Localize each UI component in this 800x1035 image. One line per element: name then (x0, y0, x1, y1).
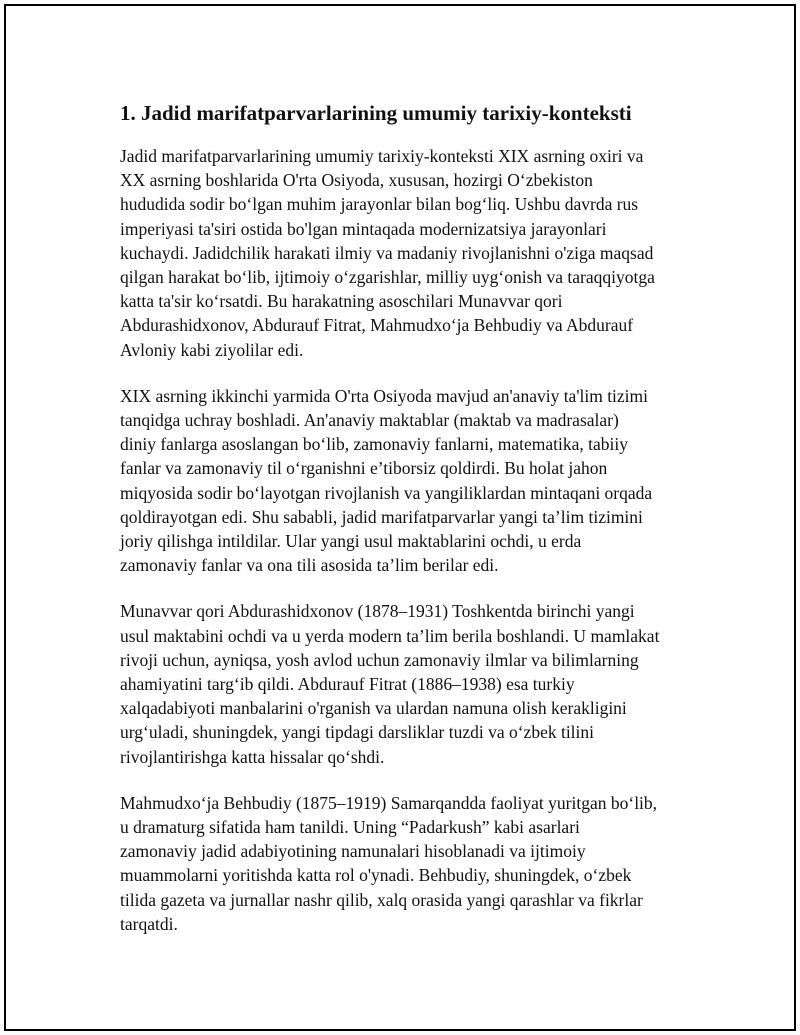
document-body (120, 99, 692, 958)
text-line: xalqadabiyoti manbalarini o'rganish va ulardan namuna olish kerakligini (120, 698, 627, 719)
text-line: usul maktabini ochdi va u yerda modern ta’lim berila boshlandi. U mamlakat (120, 625, 660, 646)
text-line: Avloniy kabi ziyolilar edi. (120, 339, 304, 360)
text-line: tanqidga uchray boshladi. An'anaviy maktablar (maktab va madrasalar) (120, 410, 619, 431)
text-line: ahamiyatini targ‘ib qildi. Abdurauf Fitrat (1886–1938) esa turkiy (120, 674, 575, 695)
text-line: Jadid marifatparvarlarining umumiy tarixiy-konteksti XIX asrning oxiri va (120, 146, 644, 166)
text-line: Munavvar qori Abdurashidxonov (1878–1931) Toshkentda birinchi yangi (120, 601, 635, 622)
text-line: tarqatdi. (120, 913, 178, 934)
text-line: joriy qilishga intildilar. Ular yangi usul maktablarini ochdi, u erda (120, 531, 582, 552)
text-line: XIX asrning ikkinchi yarmida O'rta Osiyoda mavjud an'anaviy ta'lim tizimi (120, 385, 649, 406)
text-line: muammolarni yoritishda katta rol o'ynadi. Behbudiy, shuningdek, o‘zbek (120, 865, 632, 886)
paragraph-munavvar-fitrat (120, 599, 692, 768)
text-line: urg‘uladi, shuningdek, yangi tipdagi darsliklar tuzdi va o‘zbek tilini (120, 722, 595, 743)
paragraph-behbudiy (120, 791, 692, 936)
text-line: zamonaviy fanlar va ona tili asosida ta’lim berilar edi. (120, 555, 499, 576)
text-line: fanlar va zamonaviy til o‘rganishni e’tiborsiz qoldirdi. Bu holat jahon (120, 458, 608, 479)
text-line: diniy fanlarga asoslangan bo‘lib, zamonaviy fanlarni, matematika, tabiiy (120, 434, 628, 455)
paragraph-intro (120, 144, 692, 362)
text-line: kuchaydi. Jadidchilik harakati ilmiy va madaniy rivojlanishni o'ziga maqsad (120, 242, 654, 263)
text-line: katta ta'sir ko‘rsatdi. Bu harakatning asoschilari Munavvar qori (120, 291, 563, 312)
text-line: qilgan harakat bo‘lib, ijtimoiy o‘zgarishlar, milliy uyg‘onish va taraqqiyotga (120, 267, 655, 288)
text-line: Abdurashidxonov, Abdurauf Fitrat, Mahmudxo‘ja Behbudiy va Abdurauf (120, 315, 634, 336)
text-line: imperiyasi ta'siri ostida bo'lgan mintaqada modernizatsiya jarayonlari (120, 218, 607, 239)
text-line: qoldirayotgan edi. Shu sababli, jadid marifatparvarlar yangi ta’lim tizimini (120, 506, 643, 527)
text-line: u dramaturg sifatida ham tanildi. Uning “Padarkush” kabi asarlari (120, 817, 580, 838)
text-line: miqyosida sodir bo‘layotgan rivojlanish va yangiliklardan mintaqani orqada (120, 482, 653, 503)
page-title: 1. Jadid marifatparvarlarining umumiy tarixiy-konteksti (120, 101, 632, 125)
text-line: zamonaviy jadid adabiyotining namunalari hisoblanadi va ijtimoiy (120, 841, 586, 862)
text-line: rivojlantirishga katta hissalar qo‘shdi. (120, 746, 385, 767)
text-line: XX asrning boshlarida O'rta Osiyoda, xususan, hozirgi O‘zbekiston (120, 170, 593, 191)
paragraph-education-system (120, 384, 692, 578)
text-line: Mahmudxo‘ja Behbudiy (1875–1919) Samarqandda faoliyat yuritgan bo‘lib, (120, 792, 658, 813)
text-line: hududida sodir bo‘lgan muhim jarayonlar bilan bog‘liq. Ushbu davrda rus (120, 194, 639, 215)
page-frame (4, 4, 796, 1031)
text-line: rivoji uchun, ayniqsa, yosh avlod uchun zamonaviy ilmlar va bilimlarning (120, 649, 639, 670)
text-line: tilida gazeta va jurnallar nashr qilib, xalq orasida yangi qarashlar va fikrlar (120, 889, 643, 910)
